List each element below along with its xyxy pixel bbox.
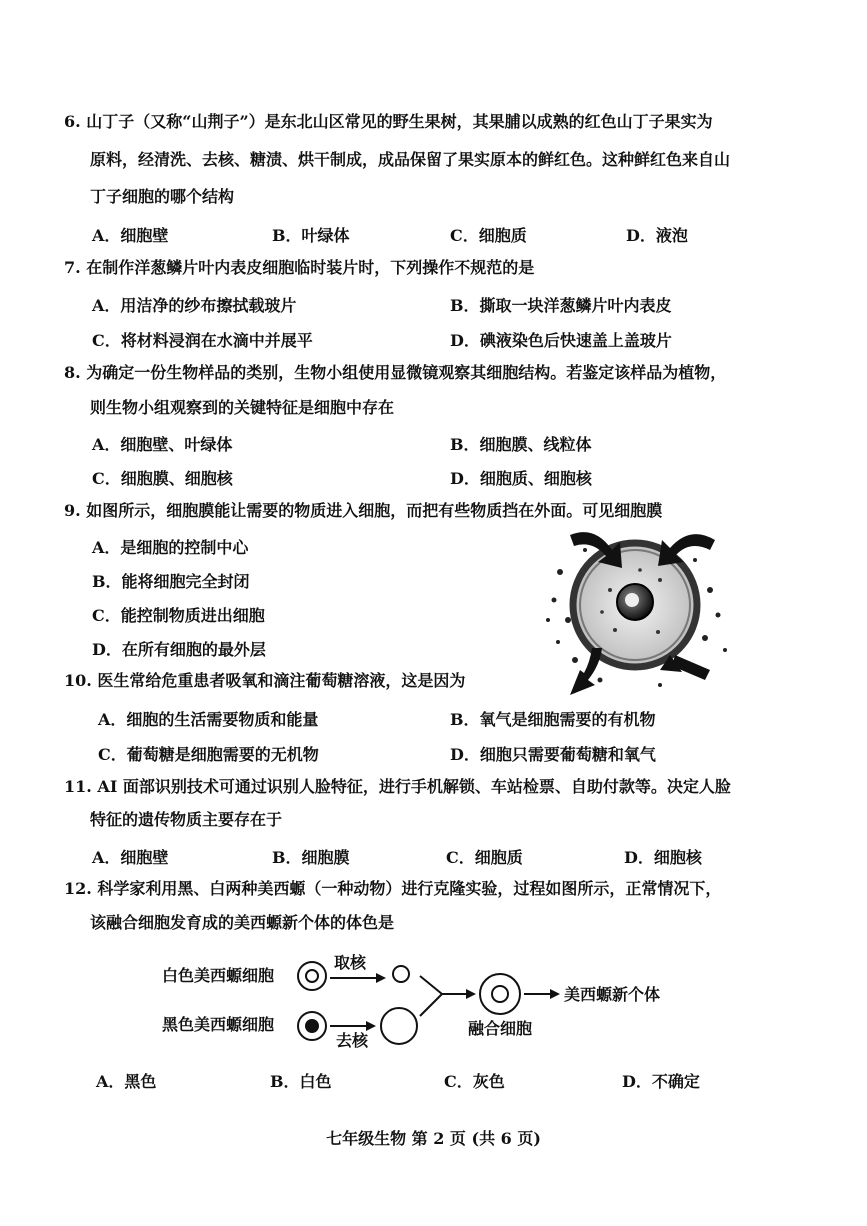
q11-option-b[interactable]: B．细胞膜: [272, 848, 350, 867]
q10-option-a[interactable]: A．细胞的生活需要物质和能量: [98, 710, 319, 729]
q10-stem: 10. 医生常给危重患者吸氧和滴注葡萄糖溶液，这是因为: [64, 671, 466, 690]
page-footer: 七年级生物 第 2 页 (共 6 页): [326, 1129, 541, 1148]
q6-option-d[interactable]: D．液泡: [626, 226, 688, 245]
q12-option-c[interactable]: C．灰色: [444, 1072, 505, 1091]
q10-option-d[interactable]: D．细胞只需要葡萄糖和氧气: [450, 745, 656, 764]
q9-option-b[interactable]: B．能将细胞完全封闭: [92, 572, 250, 591]
take-nucleus-label: 取核: [334, 953, 367, 972]
q7-stem: 7. 在制作洋葱鳞片叶内表皮细胞临时装片时，下列操作不规范的是: [64, 258, 535, 277]
q6-option-a[interactable]: A．细胞壁: [92, 226, 169, 245]
q9-option-d[interactable]: D．在所有细胞的最外层: [92, 640, 266, 659]
q7-option-a[interactable]: A．用洁净的纱布擦拭载玻片: [92, 296, 297, 315]
q12-option-b[interactable]: B．白色: [270, 1072, 332, 1091]
q11-stem-line2: 特征的遗传物质主要存在于: [90, 810, 283, 829]
q8-option-c[interactable]: C．细胞膜、细胞核: [92, 469, 233, 488]
q7-option-b[interactable]: B．撕取一块洋葱鳞片叶内表皮: [450, 296, 672, 315]
q11-option-d[interactable]: D．细胞核: [624, 848, 702, 867]
q8-stem-line2: 则生物小组观察到的关键特征是细胞中存在: [90, 398, 395, 417]
enucleated-cell: [381, 1008, 417, 1044]
extracted-nucleus: [393, 966, 409, 982]
q11-stem-line1: 11. AI 面部识别技术可通过识别人脸特征，进行手机解锁、车站检票、自助付款等。决定人脸: [64, 777, 731, 796]
q6-stem-line2: 原料，经清洗、去核、糖渍、烘干制成，成品保留了果实原本的鲜红色。这种鲜红色来自山: [90, 150, 731, 169]
new-individual-label: 美西螈新个体: [564, 985, 661, 1004]
q12-option-a[interactable]: A．黑色: [96, 1072, 157, 1091]
q8-stem-line1: 8. 为确定一份生物样品的类别，生物小组使用显微镜观察其细胞结构。若鉴定该样品为植物，: [64, 363, 727, 382]
q9-option-c[interactable]: C．能控制物质进出细胞: [92, 606, 265, 625]
q11-option-a[interactable]: A．细胞壁: [92, 848, 169, 867]
q6-option-b[interactable]: B．叶绿体: [272, 226, 350, 245]
remove-nucleus-label: 去核: [336, 1031, 369, 1050]
q7-option-c[interactable]: C．将材料浸润在水滴中并展平: [92, 331, 313, 350]
clone-diagram: [150, 950, 710, 1050]
black-cell-label: 黑色美西螈细胞: [162, 1015, 275, 1034]
q8-option-d[interactable]: D．细胞质、细胞核: [450, 469, 592, 488]
q8-option-b[interactable]: B．细胞膜、线粒体: [450, 435, 592, 454]
q6-stem-line1: 6. 山丁子（又称“山荆子”）是东北山区常见的野生果树，其果脯以成熟的红色山丁子果实为: [64, 112, 713, 131]
fused-cell: [480, 974, 520, 1014]
q7-option-d[interactable]: D．碘液染色后快速盖上盖玻片: [450, 331, 672, 350]
q9-option-a[interactable]: A．是细胞的控制中心: [92, 538, 249, 557]
q12-option-d[interactable]: D．不确定: [622, 1072, 700, 1091]
q6-option-c[interactable]: C．细胞质: [450, 226, 527, 245]
q11-option-c[interactable]: C．细胞质: [446, 848, 523, 867]
q6-stem-line3: 丁子细胞的哪个结构: [90, 187, 235, 206]
white-cell: [298, 962, 326, 990]
white-cell-label: 白色美西螈细胞: [162, 966, 275, 985]
q8-option-a[interactable]: A．细胞壁、叶绿体: [92, 435, 233, 454]
q9-stem: 9. 如图所示，细胞膜能让需要的物质进入细胞，而把有些物质挡在外面。可见细胞膜: [64, 501, 663, 520]
fused-cell-label: 融合细胞: [468, 1019, 533, 1038]
q10-option-b[interactable]: B．氧气是细胞需要的有机物: [450, 710, 656, 729]
q12-stem-line1: 12. 科学家利用黑、白两种美西螈（一种动物）进行克隆实验，过程如图所示，正常情况下，: [64, 879, 722, 898]
q10-option-c[interactable]: C．葡萄糖是细胞需要的无机物: [98, 745, 319, 764]
q12-stem-line2: 该融合细胞发育成的美西螈新个体的体色是: [90, 913, 395, 932]
cell-membrane-figure: [540, 520, 740, 700]
